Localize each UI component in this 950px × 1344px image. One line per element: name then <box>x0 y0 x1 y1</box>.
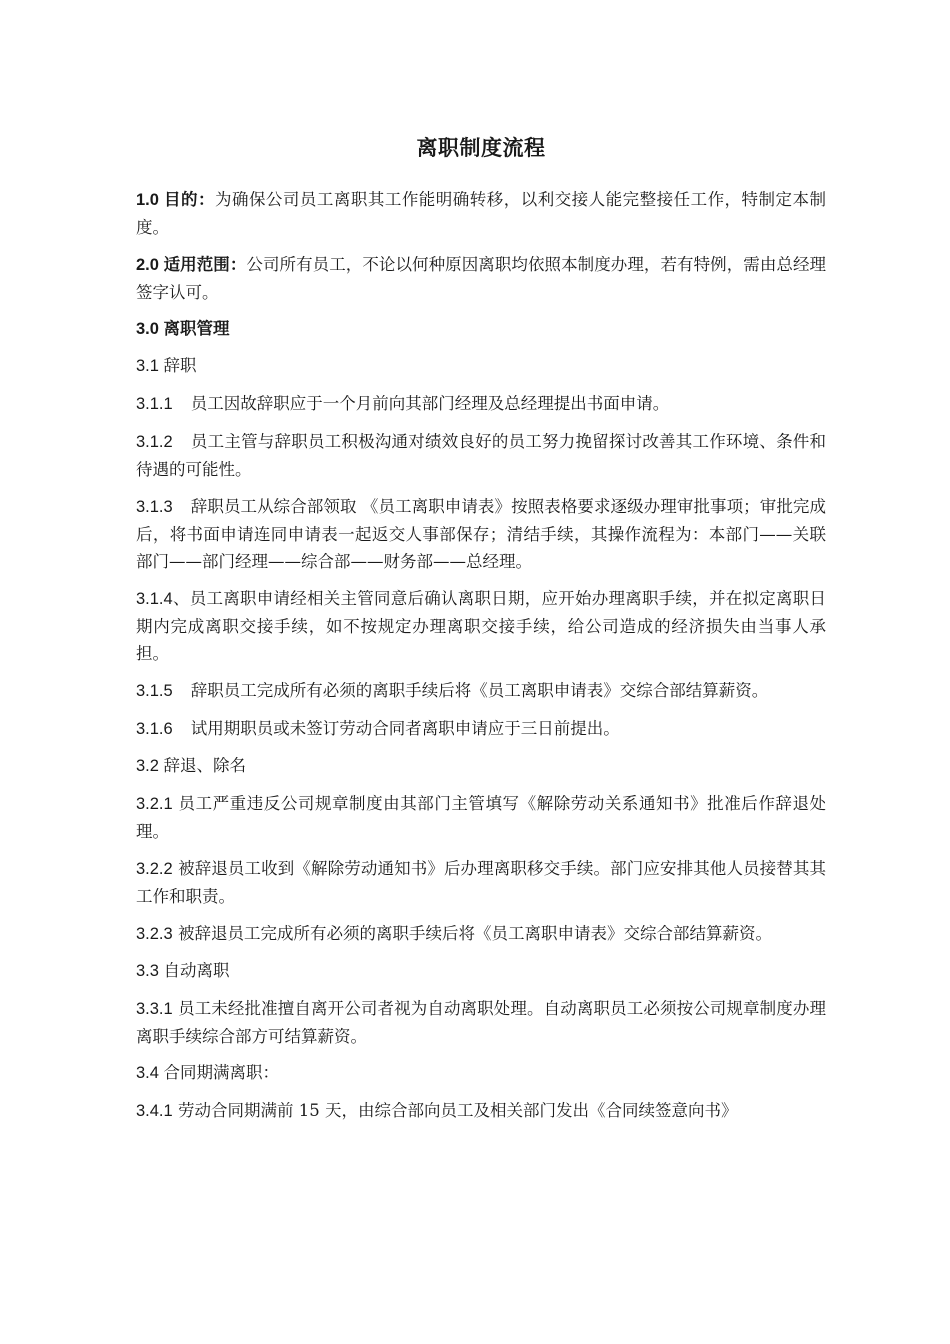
section-scope-text: 公司所有员工，不论以何种原因离职均依照本制度办理，若有特例，需由总经理签字认可。 <box>136 255 827 302</box>
clause-text: 辞职员工完成所有必须的离职手续后将《员工离职申请表》交综合部结算薪资。 <box>190 681 769 700</box>
clause-text: 被辞退员工收到《解除劳动通知书》后办理离职移交手续。部门应安排其他人员接替其其工作和职责。 <box>136 859 827 906</box>
document-title: 离职制度流程 <box>416 135 546 160</box>
clause-number: 3.2.1 <box>136 795 173 813</box>
clause-3-1-4 <box>136 585 826 667</box>
section-purpose-label: 1.0 目的： <box>136 191 215 209</box>
clause-text: 、员工离职申请经相关主管同意后确认离职日期，应开始办理离职手续，并在拟定离职日期内完成离职交接手续，如不按规定办理离职交接手续，给公司造成的经济损失由当事人承担。 <box>136 589 826 663</box>
clause-number: 3.1.1 <box>136 395 173 413</box>
clause-text: 劳动合同期满前 15 天，由综合部向员工及相关部门发出《合同续签意向书》 <box>177 1101 738 1120</box>
clause-number: 3.1.6 <box>136 720 173 738</box>
clause-text: 辞职员工从综合部领取 《员工离职申请表》按照表格要求逐级办理审批事项；审批完成后，将书面申请连同申请表一起返交人事部保存；清结手续，其操作流程为：本部门——关联部门——部门经理——综合部——财务部——总经理。 <box>136 497 826 571</box>
clause-number: 3.2.3 <box>136 925 173 943</box>
section-scope-label: 2.0 适用范围： <box>136 256 247 274</box>
section-heading-3-0: 3.0 离职管理 <box>136 320 230 338</box>
clause-text: 试用期职员或未签订劳动合同者离职申请应于三日前提出。 <box>190 719 620 738</box>
clause-3-1-1 <box>136 390 826 418</box>
clause-number: 3.1.3 <box>136 498 173 516</box>
clause-3-2-1 <box>136 790 826 845</box>
clause-3-2-3 <box>136 920 826 948</box>
clause-3-3-1 <box>136 995 826 1050</box>
clause-3-2-2 <box>136 855 826 910</box>
clause-text: 员工未经批准擅自离开公司者视为自动离职处理。自动离职员工必须按公司规章制度办理离职手续综合部方可结算薪资。 <box>136 999 827 1046</box>
section-heading-3-1: 3.1 辞职 <box>136 357 197 375</box>
clause-number: 3.1.4 <box>136 590 173 608</box>
section-heading-3-4: 3.4 合同期满离职： <box>136 1064 280 1082</box>
section-heading-3-3: 3.3 自动离职 <box>136 962 230 980</box>
clause-text: 被辞退员工完成所有必须的离职手续后将《员工离职申请表》交综合部结算薪资。 <box>177 924 772 943</box>
clause-text: 员工因故辞职应于一个月前向其部门经理及总经理提出书面申请。 <box>190 394 670 413</box>
clause-text: 员工主管与辞职员工积极沟通对绩效良好的员工努力挽留探讨改善其工作环境、条件和待遇的可能性。 <box>136 432 826 479</box>
clause-text: 员工严重违反公司规章制度由其部门主管填写《解除劳动关系通知书》批准后作辞退处理。 <box>136 794 827 841</box>
section-purpose <box>136 186 826 241</box>
section-scope <box>136 251 826 306</box>
section-purpose-text: 为确保公司员工离职其工作能明确转移，以利交接人能完整接任工作，特制定本制度。 <box>136 190 826 237</box>
document-page <box>136 132 826 1135</box>
clause-3-1-5 <box>136 677 826 705</box>
clause-number: 3.4.1 <box>136 1102 173 1120</box>
clause-3-4-1 <box>136 1097 826 1125</box>
section-heading-3-2: 3.2 辞退、除名 <box>136 757 247 775</box>
clause-number: 3.3.1 <box>136 1000 173 1018</box>
clause-3-1-2 <box>136 428 826 483</box>
clause-3-1-6 <box>136 715 826 743</box>
clause-number: 3.1.2 <box>136 433 173 451</box>
clause-number: 3.1.5 <box>136 682 173 700</box>
clause-number: 3.2.2 <box>136 860 173 878</box>
clause-3-1-3 <box>136 493 826 575</box>
